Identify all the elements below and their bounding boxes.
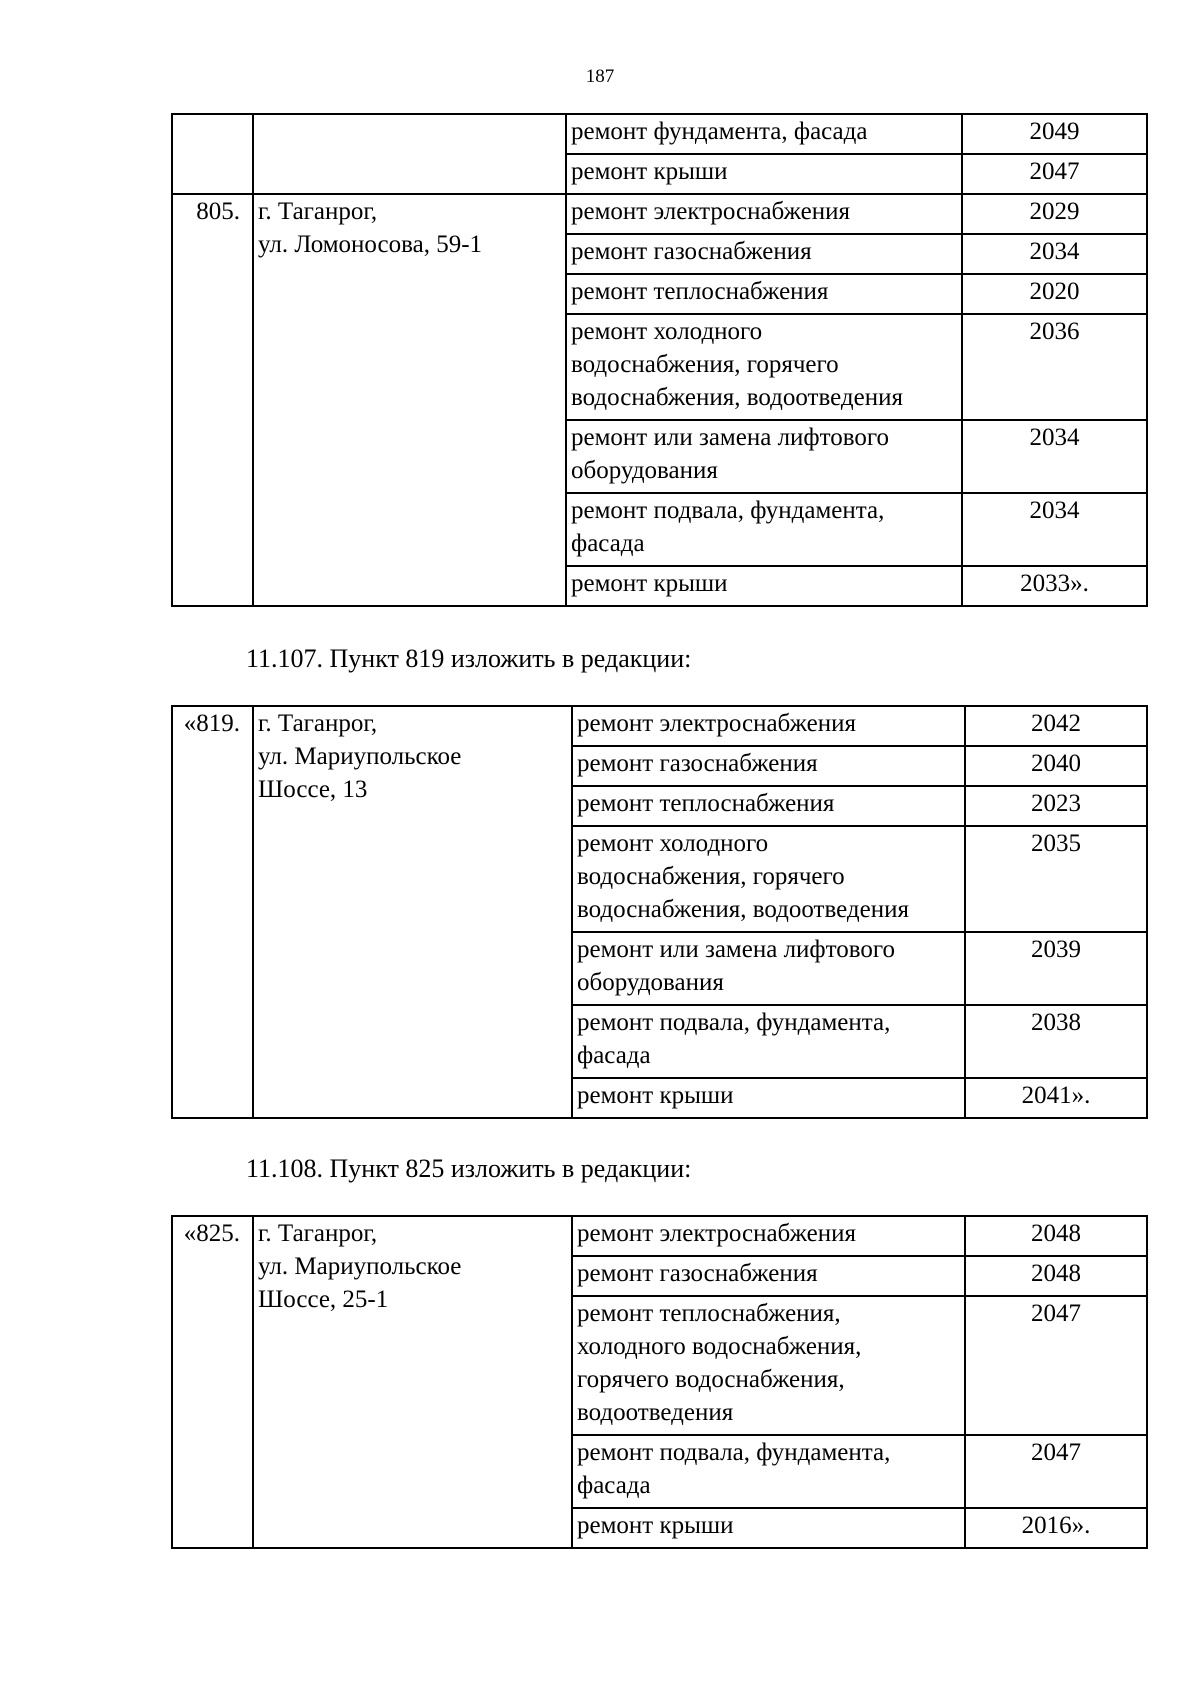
work-cell-line: фасада: [577, 1042, 651, 1069]
item-number: 805.: [172, 194, 253, 606]
year-cell: 2035: [965, 826, 1147, 932]
work-cell-line: ремонт фундамента, фасада: [571, 118, 868, 145]
work-cell: [572, 1256, 965, 1296]
work-cell-line: ремонт теплоснабжения,: [577, 1300, 841, 1327]
address-cell: [253, 706, 572, 1118]
work-cell-line: ремонт или замена лифтового: [571, 424, 889, 451]
table-row: [172, 1216, 1147, 1256]
work-cell-line: фасада: [571, 530, 645, 557]
work-cell: [566, 314, 962, 420]
item-number: «819.: [172, 706, 253, 1118]
work-cell: [566, 274, 962, 314]
year-cell: 2033».: [962, 566, 1147, 606]
table-row: [172, 114, 1147, 154]
work-cell-line: ремонт крыши: [571, 158, 728, 185]
year-cell: 2047: [965, 1435, 1147, 1508]
year-cell: 2023: [965, 786, 1147, 826]
works-table-819: [171, 705, 1148, 1119]
work-cell-line: оборудования: [571, 457, 718, 484]
work-cell: [572, 1216, 965, 1256]
works-table-805: [171, 113, 1148, 607]
work-cell: [566, 114, 962, 154]
work-cell: [572, 786, 965, 826]
item-number: «825.: [172, 1216, 253, 1548]
work-cell: [566, 420, 962, 493]
table-row: [172, 706, 1147, 746]
address-cell-line: г. Таганрог,: [258, 1220, 378, 1247]
work-cell-line: водоотведения: [577, 1399, 734, 1426]
work-cell-line: водоснабжения, горячего: [571, 351, 839, 378]
work-cell-line: водоснабжения, водоотведения: [577, 896, 909, 923]
paragraph-11-108: 11.108. Пункт 825 изложить в редакции:: [246, 1154, 692, 1183]
work-cell: [572, 1508, 965, 1548]
work-cell: [566, 566, 962, 606]
work-cell-line: ремонт электроснабжения: [577, 1220, 856, 1247]
works-table-825: [171, 1215, 1148, 1549]
address-cell-line: ул. Мариупольское: [258, 1253, 462, 1280]
work-cell: [566, 194, 962, 234]
work-cell-line: ремонт электроснабжения: [577, 710, 856, 737]
work-cell-line: ремонт крыши: [571, 570, 728, 597]
year-cell: 2047: [965, 1296, 1147, 1435]
work-cell-line: ремонт холодного: [571, 318, 763, 345]
work-cell-line: горячего водоснабжения,: [577, 1366, 845, 1393]
work-cell: [566, 154, 962, 194]
work-cell-line: ремонт холодного: [577, 830, 769, 857]
year-cell: 2041».: [965, 1078, 1147, 1118]
year-cell: 2038: [965, 1005, 1147, 1078]
work-cell-line: оборудования: [577, 969, 724, 996]
address-cell: [253, 194, 566, 606]
page-number: 187: [585, 66, 615, 87]
work-cell-line: водоснабжения, горячего: [577, 863, 845, 890]
address-cell-line: ул. Мариупольское: [258, 743, 462, 770]
year-cell: 2034: [962, 420, 1147, 493]
work-cell-line: водоснабжения, водоотведения: [571, 384, 903, 411]
work-cell-line: ремонт подвала, фундамента,: [577, 1439, 891, 1466]
address-cell: [253, 1216, 572, 1548]
work-cell-line: холодного водоснабжения,: [577, 1333, 862, 1360]
year-cell: 2047: [962, 154, 1147, 194]
year-cell: 2034: [962, 493, 1147, 566]
year-cell: 2040: [965, 746, 1147, 786]
address-cell-empty: [253, 114, 566, 194]
year-cell: 2020: [962, 274, 1147, 314]
work-cell-line: ремонт электроснабжения: [571, 198, 850, 225]
address-cell-line: Шоссе, 25-1: [258, 1286, 389, 1313]
table-row: [172, 194, 1147, 234]
year-cell: 2048: [965, 1256, 1147, 1296]
year-cell: 2042: [965, 706, 1147, 746]
work-cell-line: ремонт теплоснабжения: [571, 278, 829, 305]
year-cell: 2039: [965, 932, 1147, 1005]
work-cell: [572, 826, 965, 932]
number-cell-empty: [172, 114, 253, 194]
work-cell-line: ремонт теплоснабжения: [577, 790, 835, 817]
work-cell-line: ремонт крыши: [577, 1082, 734, 1109]
work-cell: [566, 234, 962, 274]
work-cell: [572, 706, 965, 746]
work-cell-line: ремонт газоснабжения: [577, 750, 818, 777]
work-cell: [572, 932, 965, 1005]
address-cell-line: Шоссе, 13: [258, 776, 368, 803]
work-cell-line: ремонт или замена лифтового: [577, 936, 895, 963]
year-cell: 2029: [962, 194, 1147, 234]
work-cell: [572, 1078, 965, 1118]
address-cell-line: ул. Ломоносова, 59-1: [258, 231, 483, 258]
work-cell: [572, 1296, 965, 1435]
work-cell: [572, 1005, 965, 1078]
work-cell: [572, 746, 965, 786]
work-cell-line: ремонт газоснабжения: [577, 1260, 818, 1287]
work-cell-line: ремонт крыши: [577, 1512, 734, 1539]
year-cell: 2016».: [965, 1508, 1147, 1548]
work-cell-line: фасада: [577, 1472, 651, 1499]
work-cell: [566, 493, 962, 566]
year-cell: 2036: [962, 314, 1147, 420]
paragraph-11-107: 11.107. Пункт 819 изложить в редакции:: [246, 644, 692, 673]
address-cell-line: г. Таганрог,: [258, 198, 378, 225]
work-cell: [572, 1435, 965, 1508]
year-cell: 2049: [962, 114, 1147, 154]
work-cell-line: ремонт подвала, фундамента,: [571, 497, 885, 524]
address-cell-line: г. Таганрог,: [258, 710, 378, 737]
year-cell: 2048: [965, 1216, 1147, 1256]
year-cell: 2034: [962, 234, 1147, 274]
work-cell-line: ремонт подвала, фундамента,: [577, 1009, 891, 1036]
work-cell-line: ремонт газоснабжения: [571, 238, 812, 265]
